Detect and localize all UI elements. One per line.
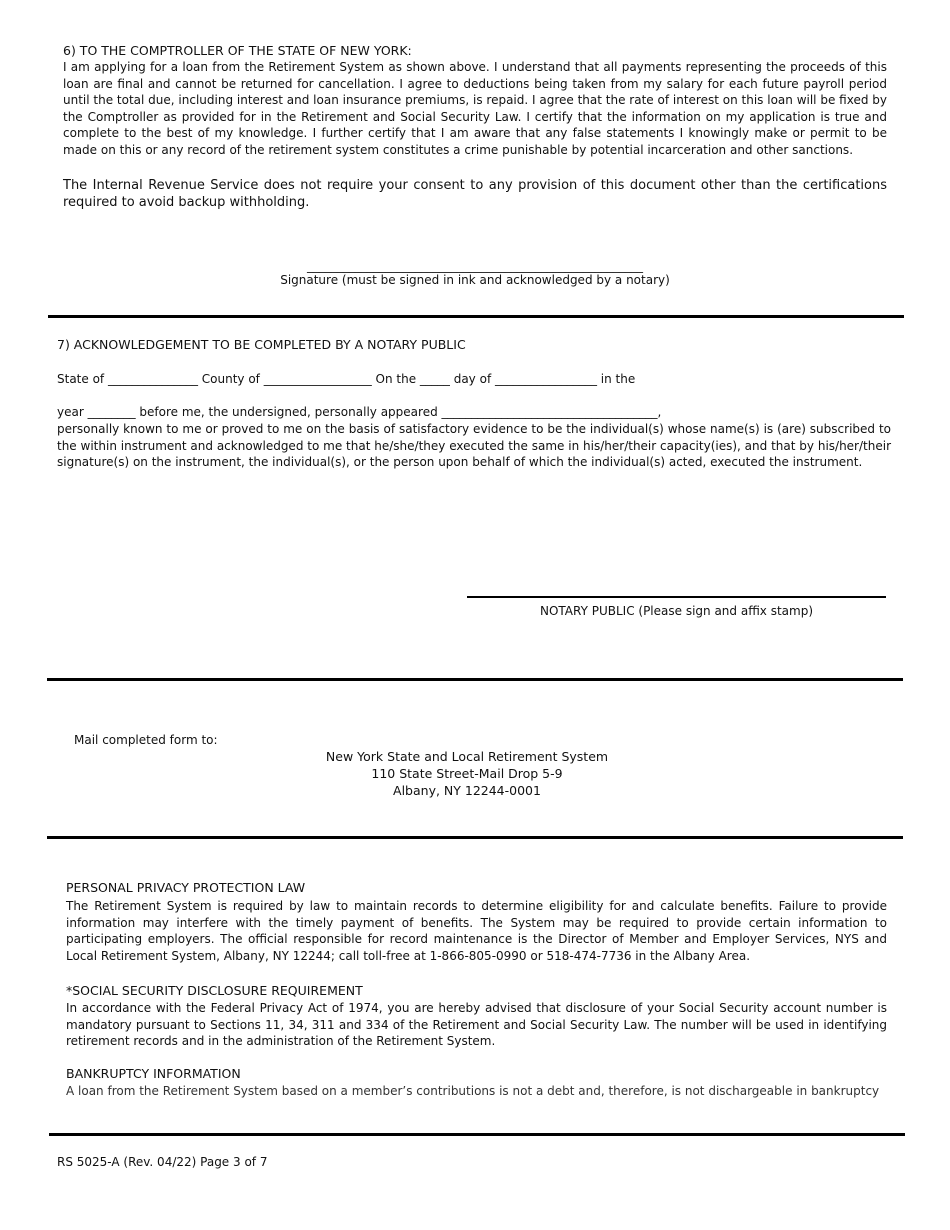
ssn-body: In accordance with the Federal Privacy Act of 1974, you are hereby advised that disclosure of your Social Security account number is mandatory pursuant to Sections 11, 34, 311 and 334 of the Retirement and Social Security Law. The number will be used in identifying retirement records and in the administration of the Retirement System. [66, 1001, 887, 1048]
section-7-heading: 7) ACKNOWLEDGEMENT TO BE COMPLETED BY A NOTARY PUBLIC [57, 337, 466, 352]
notary-state-county-line[interactable]: State of _______________ County of __________________ On the _____ day of _________________ in the [57, 372, 636, 386]
mail-address-line-2: 110 State Street-Mail Drop 5-9 [371, 766, 563, 781]
signature-caption: Signature (must be signed in ink and acknowledged by a notary) [280, 273, 670, 287]
ssn-heading: *SOCIAL SECURITY DISCLOSURE REQUIREMENT [66, 983, 363, 998]
section-6-body: I am applying for a loan from the Retirement System as shown above. I understand that all payments representing the proceeds of this loan are final and cannot be returned for cancellation. I agree to deductions being taken from my salary for each future payroll period until the total due, including interest and loan insurance premiums, is repaid. I agree that the rate of interest on this loan will be fixed by the Comptroller as provided for in the Retirement and Social Security Law. I certify that the information on my application is true and complete to the best of my knowledge. I further certify that I am aware that any false statements I knowingly make or permit to be made on this or any record of the retirement system constitutes a crime punishable by potential incarceration and other sanctions. [63, 60, 887, 157]
mail-address-line-1: New York State and Local Retirement System [325, 749, 609, 764]
irs-note: The Internal Revenue Service does not require your consent to any provision of this document other than the certifications required to avoid backup withholding. [63, 178, 887, 210]
privacy-heading: PERSONAL PRIVACY PROTECTION LAW [66, 880, 306, 895]
section-7-body: personally known to me or proved to me on the basis of satisfactory evidence to be the individual(s) whose name(s) is (are) subscribed to the within instrument and acknowledged to me that he/she/they executed the same in his/her/their capacity(ies), and that by his/her/their signature(s) on the instrument, the individual(s), or the person upon behalf of which the individual(s) acted, executed the instrument. [57, 422, 891, 469]
footer-divider [49, 1133, 905, 1136]
bankruptcy-body: A loan from the Retirement System based on a member’s contributions is not a debt and, therefore, is not dischargeable in bankruptcy [66, 1084, 880, 1098]
section-divider [47, 836, 903, 839]
signature-line[interactable]: ________________________________________________________ [307, 259, 643, 273]
notary-year-appeared-line[interactable]: year ________ before me, the undersigned, personally appeared ____________________________________, [57, 405, 662, 419]
notary-caption: NOTARY PUBLIC (Please sign and affix stamp) [539, 604, 814, 618]
mail-address-line-3: Albany, NY 12244-0001 [393, 783, 541, 798]
form-id: RS 5025-A (Rev. 04/22) Page 3 of 7 [57, 1155, 268, 1169]
bankruptcy-heading: BANKRUPTCY INFORMATION [66, 1066, 241, 1081]
notary-signature-line[interactable] [467, 596, 886, 598]
section-divider [48, 315, 904, 318]
section-6-heading: 6) TO THE COMPTROLLER OF THE STATE OF NEW YORK: [63, 43, 412, 58]
mail-label: Mail completed form to: [74, 733, 218, 747]
section-divider [47, 678, 903, 681]
privacy-body: The Retirement System is required by law to maintain records to determine eligibility for and calculate benefits. Failure to provide information may interfere with the timely payment of benefits. The System may be required to provide certain information to participating employers. The official responsible for record maintenance is the Director of Member and Employer Services, NYS and Local Retirement System, Albany, NY 12244; call toll-free at 1-866-805-0990 or 518-474-7736 in the Albany Area. [66, 899, 887, 963]
